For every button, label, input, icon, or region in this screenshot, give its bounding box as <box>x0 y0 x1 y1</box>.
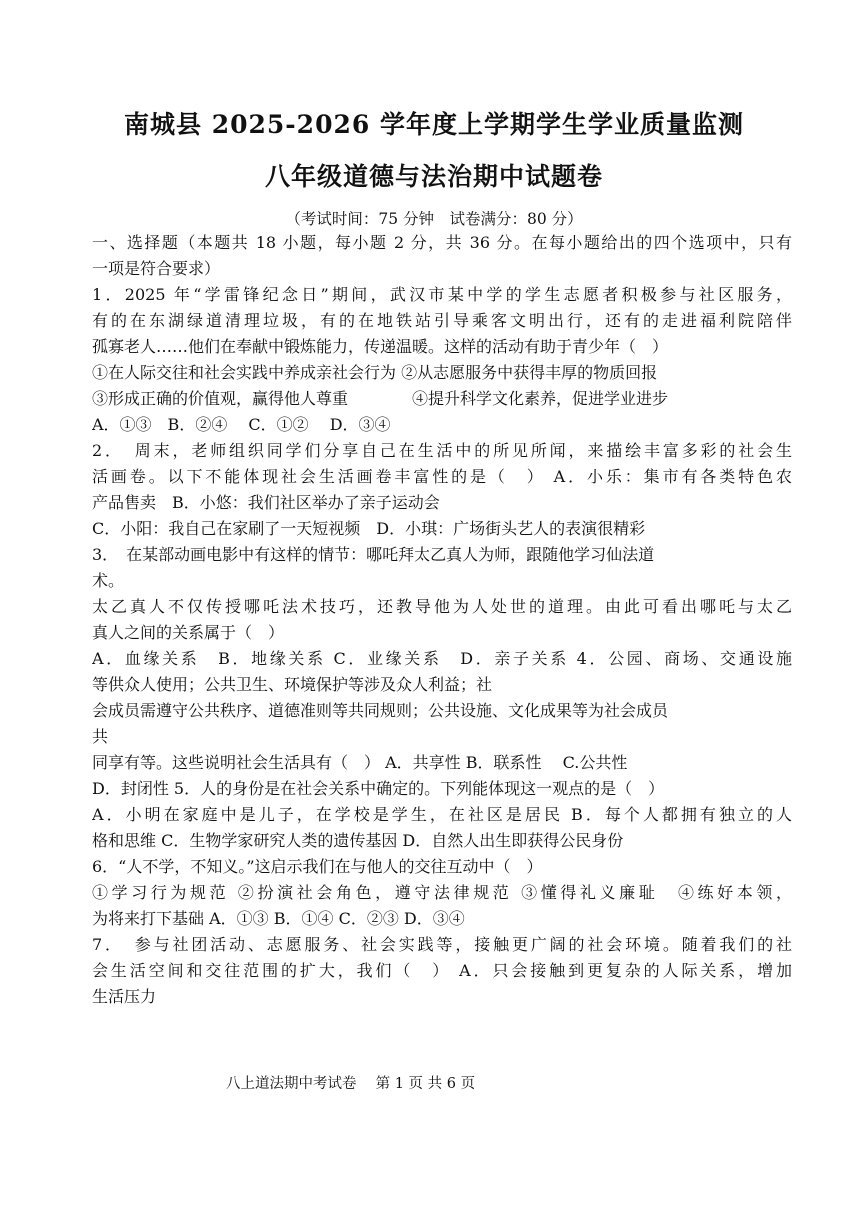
text-line: 产品售卖 B．小悠：我们社区举办了亲子运动会 <box>92 493 440 512</box>
text-line: ①学习行为规范 ②扮演社会角色，遵守法律规范 ③懂得礼义廉耻 ④练好本领， <box>92 883 792 902</box>
text-line: 6．“人不学，不知义。”这启示我们在与他人的交往互动中（ ） <box>92 857 543 876</box>
text-line: 会成员需遵守公共秩序、道德准则等共同规则；公共设施、文化成果等为社会成员 <box>92 701 669 720</box>
text-line: 1．2025 年“学雷锋纪念日”期间，武汉市某中学的学生志愿者积极参与社区服务， <box>92 285 792 304</box>
text-line: 同享有等。这些说明社会生活具有（ ） A．共享性 B．联系性 C.公共性 <box>92 753 628 772</box>
text-line: 活画卷。以下不能体现社会生活画卷丰富性的是（ ） A．小乐：集市有各类特色农 <box>92 467 792 486</box>
text-line: 共 <box>92 727 109 746</box>
text-line: 7． 参与社团活动、志愿服务、社会实践等，接触更广阔的社会环境。随着我们的社 <box>92 935 792 954</box>
text-line: ①在人际交往和社会实践中养成亲社会行为 ②从志愿服务中获得丰厚的物质回报 <box>92 363 658 382</box>
text-line: 一项是符合要求） <box>92 259 221 278</box>
text-line: 生活压力 <box>92 987 157 1006</box>
text-line: A．血缘关系 B．地缘关系 C．业缘关系 D．亲子关系 4．公园、商场、交通设施 <box>92 649 792 668</box>
text-line: 为将来打下基础 A．①③ B．①④ C．②③ D．③④ <box>92 909 465 928</box>
text-line: 等供众人使用；公共卫生、环境保护等涉及众人利益；社 <box>92 675 493 694</box>
text-line: 2． 周末，老师组织同学们分享自己在生活中的所见所闻，来描绘丰富多彩的社会生 <box>92 441 792 460</box>
text-line: 一、选择题（本题共 18 小题，每小题 2 分，共 36 分。在每小题给出的四个选项中，只有 <box>92 233 792 252</box>
text-line: 太乙真人不仅传授哪吒法术技巧，还教导他为人处世的道理。由此可看出哪吒与太乙 <box>92 597 792 616</box>
text-line: 真人之间的关系属于（ ） <box>92 623 285 642</box>
text-line: 会生活空间和交往范围的扩大，我们（ ） A．只会接触到更复杂的人际关系，增加 <box>92 961 792 980</box>
exam-title: 南城县 2025-2026 学年度上学期学生学业质量监测 <box>124 110 744 139</box>
text-line: A．①③ B．②④ C．①② D．③④ <box>92 415 391 434</box>
exam-subtitle: 八年级道德与法治期中试题卷 <box>264 162 603 191</box>
text-line: 有的在东湖绿道清理垃圾，有的在地铁站引导乘客文明出行，还有的走进福利院陪伴 <box>92 311 792 330</box>
text-line: 孤寡老人……他们在奉献中锻炼能力，传递温暖。这样的活动有助于青少年（ ） <box>92 337 669 356</box>
page-footer: 八上道法期中考试卷 第 1 页 共 6 页 <box>226 1076 476 1092</box>
text-line: A．小明在家庭中是儿子，在学校是学生，在社区是居民 B．每个人都拥有独立的人 <box>92 805 792 824</box>
text-line: 术。 <box>92 571 125 590</box>
exam-info: （考试时间：75 分钟 试卷满分：80 分） <box>285 210 583 228</box>
text-line: 3． 在某部动画电影中有这样的情节：哪吒拜太乙真人为师，跟随他学习仙法道 <box>92 545 655 564</box>
question-body <box>92 230 792 1010</box>
text-line: 格和思维 C．生物学家研究人类的遗传基因 D．自然人出生即获得公民身份 <box>92 831 624 850</box>
text-line: ③形成正确的价值观，赢得他人尊重 ④提升科学文化素养，促进学业进步 <box>92 389 669 408</box>
text-line: D．封闭性 5．人的身份是在社会关系中确定的。下列能体现这一观点的是（ ） <box>92 779 665 798</box>
text-line: C．小阳：我自己在家刷了一天短视频 D．小琪：广场街头艺人的表演很精彩 <box>92 519 646 538</box>
